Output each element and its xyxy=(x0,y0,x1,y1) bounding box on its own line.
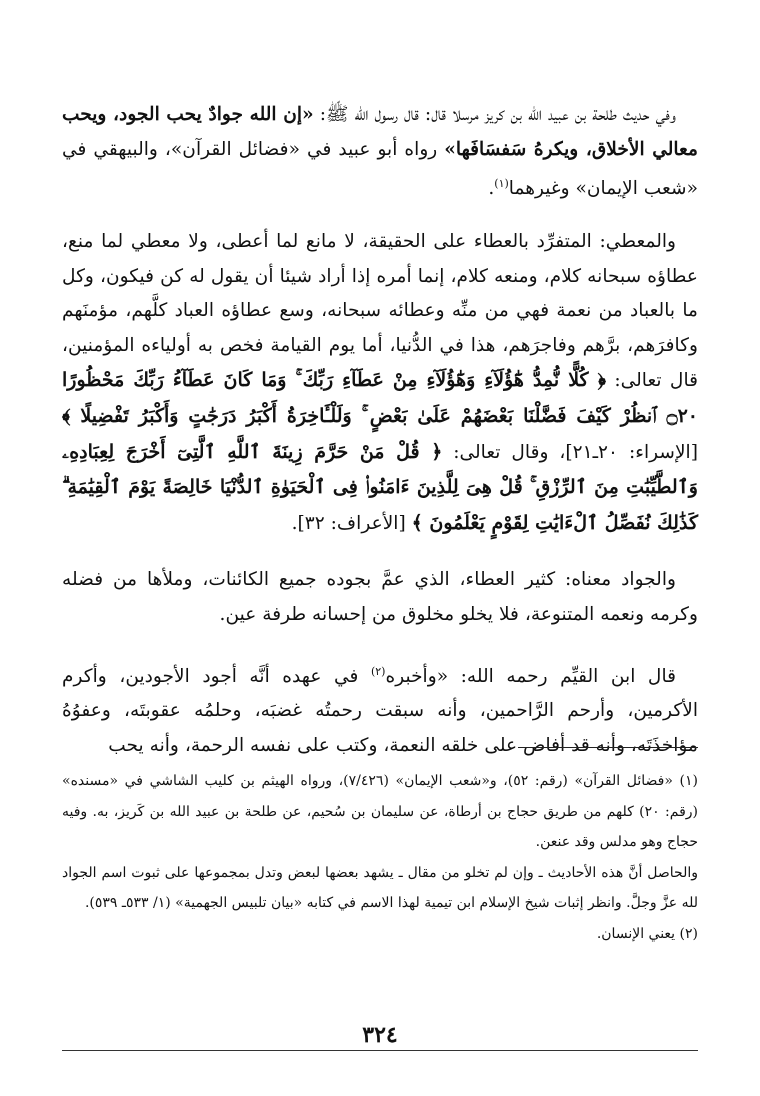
footnote-2: (٢) يعني الإنسان. xyxy=(596,925,698,942)
main-text xyxy=(62,98,698,763)
paragraph-1 xyxy=(62,98,698,207)
quran-verse: ﴿ قُلْ مَنْ حَرَّمَ زِينَةَ ٱللَّهِ ٱلَّتِىٓ أَخْرَجَ لِعِبَادِهِۦ وَٱلطَّيِّبَٰتِ مِنَ ٱلرِّزْقِ ۚ قُلْ هِىَ لِلَّذِينَ ءَامَنُوا۟ فِى ٱلْحَيَوٰةِ ٱلدُّنْيَا خَالِصَةً يَوْمَ ٱلْقِيَٰمَةِ ۗ كَذَٰلِكَ نُفَصِّلُ ٱلْءَايَٰتِ لِقَوْمٍ يَعْلَمُونَ ﴾ xyxy=(62,440,698,534)
footnotes xyxy=(62,766,698,950)
text-segment: والمعطي: المتفرِّد بالعطاء على الحقيقة، لا مانع لما أعطى، ولا معطي لما منع، عطاؤه سبحانه كلام، ومنعه كلام، إنما أمره إذا أراد شيئا أن يقول له كن فيكون، وكل ما بالعباد من نعمة فهي من منِّه وعطائه سبحانه، وسع عطاؤه العباد كلَّهم، مؤمنَهم وكافرَهم، برَّهم وفاجرَهم، هذا في الدُّنيا، أما يوم القيامة فخص به أولياءه المؤمنين، قال تعالى: xyxy=(62,230,698,392)
paragraph-3 xyxy=(62,563,698,632)
text-segment: «إن الله جوادٌ يحب الجود، ويحب معالي الأخلاق، ويكرهُ سَفسَافَها» xyxy=(62,104,698,160)
footnote-1: (١) «فضائل القرآن» (رقم: ٥٢)، و«شعب الإيمان» (٧/٤٢٦)، ورواه الهيثم بن كليب الشاشي في «مسنده» (رقم: ٢٠) كلهم من طريق حجاج بن أرطاة، عن سليمان بن سُحيم، عن طلحة بن عبيد الله بن كَريز، به. وفيه حجاج وهو مدلس وقد عنعن. xyxy=(62,773,699,851)
text-segment: [الإسراء: ٢٠ـ٢١]، وقال تعالى: xyxy=(442,441,698,463)
text-segment: قال ابن القيِّم رحمه الله: «وأخبره xyxy=(385,665,676,687)
text-segment: والجواد معناه: كثير العطاء، الذي عمَّ بجوده جميع الكائنات، وملأها من فضله وكرمه ونعمه المتنوعة، فلا يخلو مخلوق من إحسانه طرفة عين. xyxy=(62,569,698,625)
text-segment: في عهده أنَّه أجود الأجودين، وأكرم الأكرمين، وأرحم الرَّاحمين، وأنه سبقت رحمتُه غضبَه، وحلمُه عقوبتَه، وعفوُهُ مؤاخذَتَه، وأنه قد أفاض على خلقه النعمة، وكتب على نفسه الرحمة، وأنه يحب xyxy=(62,665,698,756)
footnote-1-continued: والحاصل أنَّ هذه الأحاديث ـ وإن لم تخلو من مقال ـ يشهد بعضها لبعض وتدل بمجموعها على ثبوت اسم الجواد لله عزَّ وجلَّ. وانظر إثبات شيخ الإسلام ابن تيمية لهذا الاسم في كتابه «بيان تلبيس الجهمية» (١/ ٥٣٣ـ ٥٣٩). xyxy=(62,864,698,912)
footnote-ref: (٢) xyxy=(370,664,386,678)
text-segment: [الأعراف: ٣٢]. xyxy=(291,512,412,534)
page-number: ٣٢٤ xyxy=(362,1022,398,1048)
text-segment: رواه أبو عبيد في «فضائل القرآن»، والبيهقي في «شعب الإيمان» وغيرهما xyxy=(62,138,698,200)
text-segment: وفي حديث طلحة بن عبيد الله بن كريز مرسلا قال: قال رسول الله ﷺ: xyxy=(313,104,676,125)
text-segment: . xyxy=(488,178,495,200)
paragraph-2 xyxy=(62,225,698,541)
quran-verse: ﴿ كُلًّا نُّمِدُّ هَٰٓؤُلَآءِ وَهَٰٓؤُلَآءِ مِنْ عَطَآءِ رَبِّكَ ۚ وَمَا كَانَ عَطَآءُ رَبِّكَ مَحْظُورًا ۝٢٠ ٱنظُرْ كَيْفَ فَضَّلْنَا بَعْضَهُمْ عَلَىٰ بَعْضٍ ۚ وَلَلْـَٔاخِرَةُ أَكْبَرُ دَرَجَٰتٍ وَأَكْبَرُ تَفْضِيلًا ﴾ xyxy=(62,369,698,427)
footnote-ref: (١) xyxy=(494,177,509,191)
footnote-separator xyxy=(518,747,698,748)
page-bottom-rule xyxy=(62,1050,698,1051)
